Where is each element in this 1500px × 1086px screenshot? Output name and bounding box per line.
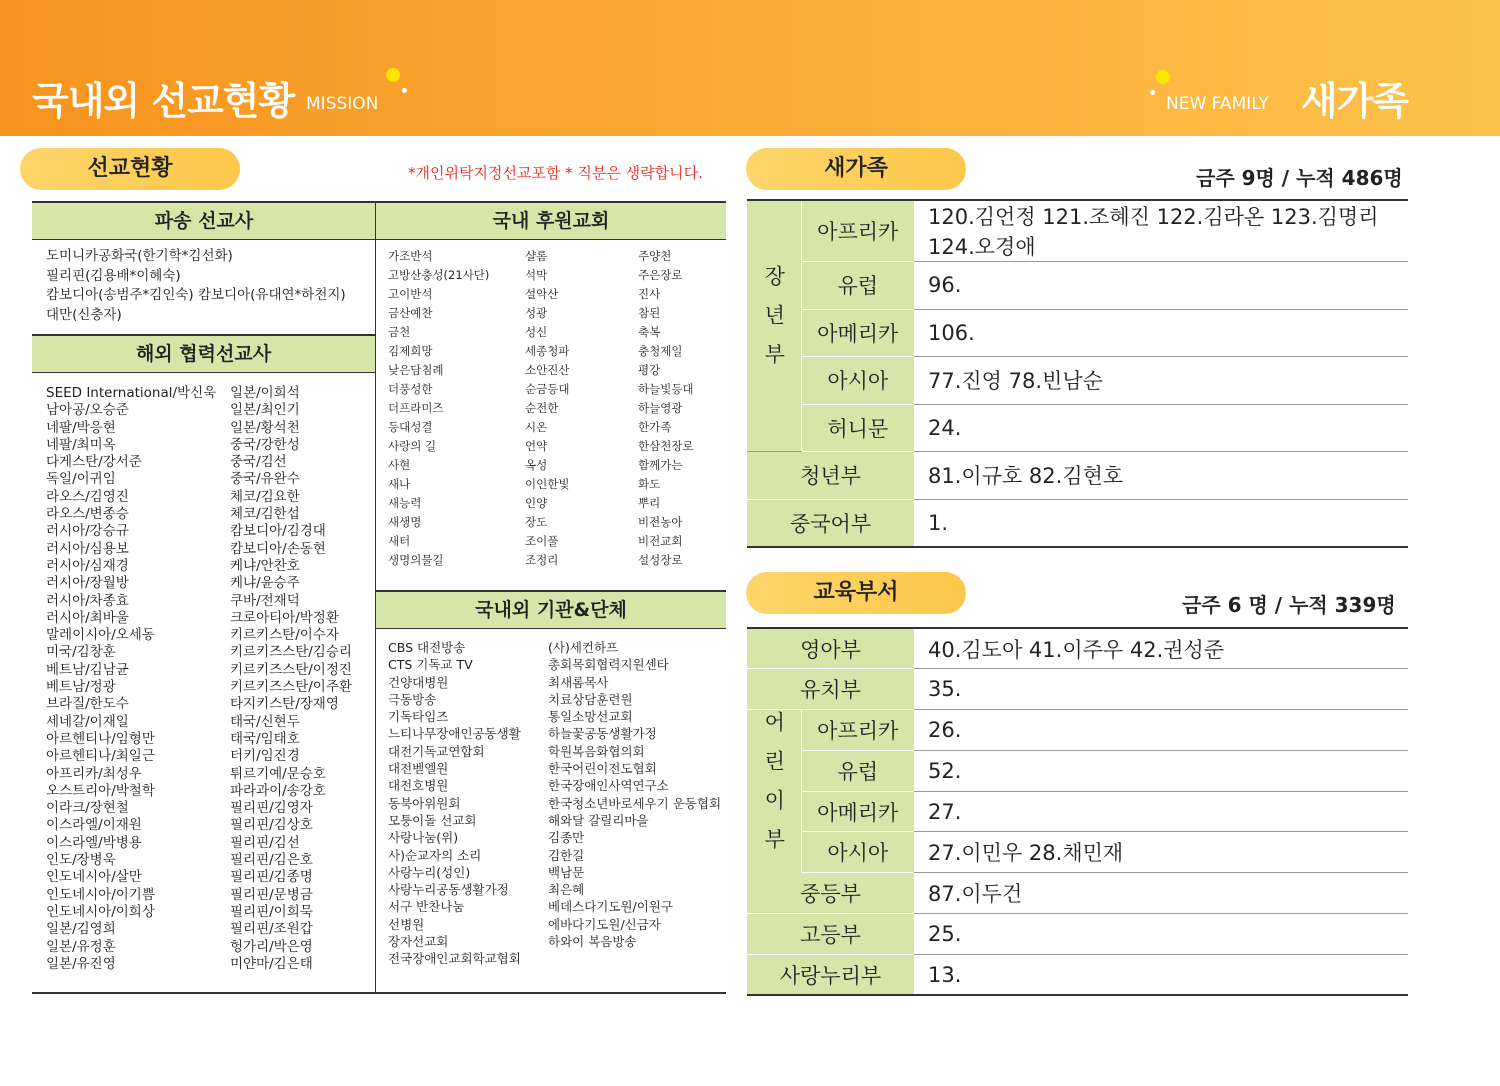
domestic-item: 설성장로 [638,553,683,567]
domestic-item: 화도 [638,477,661,491]
overseas-item: 필리핀/문병금 [230,886,313,903]
overseas-item: 러시아/심용보 [46,540,129,557]
domestic-item: 인양 [525,496,548,510]
dispatch-item: 캄보디아(송범주*김인숙) 캄보디아(유대연*하천지) [46,287,346,303]
category-cell: 아시아 [801,357,914,405]
overseas-item: 케냐/윤승주 [230,575,300,592]
domestic-item: 금산예찬 [388,306,433,320]
dispatch-list [46,247,346,325]
group-label-text: 어린이부 [761,710,786,867]
org-item: 전국장애인교회학교협회 [388,951,521,967]
category-cell: 유럽 [801,750,914,791]
org-item: 건양대병원 [388,674,449,690]
newfamily-title: 새가족 [1300,79,1408,123]
overseas-item: 중국/유완수 [230,471,300,488]
overseas-item: 키르키스탄/이수자 [230,627,339,644]
domestic-item: 비전교회 [638,534,683,548]
category-cell: 사랑누리부 [747,954,914,995]
group-label-adult [747,200,801,452]
domestic-item: 샬롬 [525,249,548,263]
names-cell: 81.이규호 82.김현호 [914,452,1408,500]
category-cell: 청년부 [747,452,914,500]
overseas-item: 중국/강한성 [230,436,300,453]
org-item: 김종만 [548,830,585,846]
decor-dot-icon [386,68,400,82]
overseas-item: 필리핀/김선 [230,834,300,851]
domestic-item: 생명의물길 [388,553,444,567]
domestic-item: 더프라미즈 [388,401,444,415]
overseas-item: 다게스탄/강서준 [46,454,142,471]
dispatch-item: 필리핀(김용배*이혜숙) [46,267,181,284]
category-cell: 아메리카 [801,791,914,832]
overseas-item: SEED International/박신욱 [46,385,217,401]
group-label-children [747,710,801,873]
overseas-item: 터키/임진경 [230,748,300,765]
org-list-col1 [388,639,521,968]
education-table [747,627,1408,996]
category-cell: 아시아 [801,832,914,873]
names-cell: 120.김언정 121.조혜진 122.김라온 123.김명리 124.오경애 [914,200,1408,262]
category-cell: 유치부 [747,669,914,710]
domestic-item: 새생명 [388,515,422,529]
domestic-item: 조이풀 [525,534,559,548]
overseas-item: 쿠바/전재덕 [230,592,300,609]
overseas-item: 러시아/강승규 [46,523,129,540]
org-item: 느티나무장애인공동생활 [388,726,521,742]
org-item: 총회목회협력지원센타 [548,657,669,673]
domestic-item: 낮은담침례 [388,363,444,377]
decor-dot-icon [402,88,407,93]
overseas-item: 아르헨티나/임형만 [46,730,155,747]
overseas-item: 일본/이희석 [230,385,300,401]
overseas-item: 체코/김요한 [230,488,300,505]
education-pill: 교육부서 [746,572,966,614]
overseas-item: 아르헨티나/최일근 [46,748,155,765]
names-cell: 52. [914,750,1408,791]
org-item: 사)순교자의 소리 [388,847,482,863]
domestic-item: 성신 [525,325,548,339]
category-cell: 영아부 [747,628,914,669]
names-cell: 1. [914,499,1408,547]
domestic-item: 순전한 [525,401,559,415]
mission-title: 국내외 선교현황 [32,79,295,123]
overseas-item: 필리핀/김종명 [230,869,313,886]
domestic-list-col2 [525,247,569,570]
newfamily-count: 금주 9명 / 누적 486명 [1196,166,1403,190]
mission-subtitle: MISSION [306,94,379,114]
overseas-item: 일본/김영희 [46,921,116,938]
domestic-item: 비전농아 [638,515,683,529]
org-item: 사랑나눔(위) [388,830,459,846]
overseas-item: 타지키스탄/장재영 [230,696,339,713]
overseas-header: 해외 협력선교사 [32,334,375,373]
domestic-item: 참된 [638,306,661,320]
education-count: 금주 6 명 / 누적 339명 [1182,593,1396,617]
dispatch-header: 파송 선교사 [32,201,376,240]
overseas-item: 미얀마/김은태 [230,955,313,972]
domestic-item: 성광 [525,306,548,320]
overseas-item: 러시아/최바울 [46,609,129,626]
domestic-item: 옥성 [525,458,548,472]
overseas-item: 브라질/한도수 [46,696,129,713]
domestic-item: 충청제일 [638,344,683,358]
domestic-item: 뿌리 [638,496,661,510]
newfamily-subtitle: NEW FAMILY [1166,94,1269,114]
domestic-item: 순금등대 [525,382,570,396]
org-item: 하늘꽃공동생활가정 [548,726,657,742]
names-cell: 26. [914,710,1408,751]
domestic-item: 장도 [525,515,548,529]
overseas-list-col2 [230,385,352,973]
overseas-item: 케냐/안찬호 [230,557,300,574]
org-item: 장자선교회 [388,934,449,950]
dispatch-item: 대만(신충자) [46,306,122,323]
org-item: 한국장애인사역연구소 [548,778,669,794]
category-cell: 아메리카 [801,309,914,357]
overseas-item: 이라크/장현철 [46,800,129,817]
overseas-item: 이스라엘/박병용 [46,834,142,851]
org-item: 학원복음화협의회 [548,743,645,759]
org-item: 김한길 [548,847,585,863]
overseas-item: 인도/장병욱 [46,852,116,869]
overseas-item: 캄보디아/손동현 [230,540,326,557]
org-item: 해와달 갈릴리마을 [548,812,649,828]
domestic-item: 주은장로 [638,268,683,282]
overseas-item: 베트남/김남균 [46,661,129,678]
org-item: 한국청소년바로세우기 운동협회 [548,795,722,811]
domestic-item: 고방산충성(21사단) [388,268,490,282]
org-item: 최새롬목사 [548,674,609,690]
names-cell: 25. [914,914,1408,955]
overseas-list-col1 [46,385,216,973]
overseas-item: 러시아/심재경 [46,557,129,574]
domestic-item: 하늘영광 [638,401,683,415]
domestic-item: 주양천 [638,249,672,263]
overseas-item: 인도네시아/이희상 [46,903,155,920]
domestic-item: 하늘빛등대 [638,382,694,396]
overseas-item: 베트남/정광 [46,679,116,696]
names-cell: 24. [914,404,1408,452]
overseas-item: 일본/최인기 [230,402,300,419]
domestic-item: 새터 [388,534,411,548]
overseas-item: 네팔/박응현 [46,419,116,436]
org-item: 최은혜 [548,882,585,898]
dispatch-item: 도미니카공화국(한기학*김선화) [46,248,233,264]
overseas-item: 필리핀/김영자 [230,800,313,817]
org-item: CTS 기독교 TV [388,657,473,673]
overseas-item: 말레이시아/오세동 [46,627,155,644]
domestic-item: 김제희망 [388,344,433,358]
domestic-item: 새능력 [388,496,422,510]
names-cell: 96. [914,262,1408,310]
org-item: 사랑누리공동생활가정 [388,882,509,898]
org-item: 하와이 복음방송 [548,934,637,950]
domestic-item: 사랑의 길 [388,439,437,453]
overseas-item: 태국/임태호 [230,730,300,747]
decor-dot-icon [1150,90,1155,95]
domestic-item: 금천 [388,325,411,339]
names-cell: 77.진영 78.빈남순 [914,357,1408,405]
category-cell: 중국어부 [747,499,914,547]
overseas-item: 인도네시아/살만 [46,869,142,886]
overseas-item: 헝가리/박은영 [230,938,313,955]
domestic-item: 소안진산 [525,363,570,377]
overseas-item: 라오스/변종승 [46,506,129,523]
header-banner [0,0,1500,136]
org-item: 서구 반찬나눔 [388,899,465,915]
overseas-item: 필리핀/김상호 [230,817,313,834]
domestic-item: 사현 [388,458,411,472]
names-cell: 35. [914,669,1408,710]
overseas-item: 인도네시아/이기쁨 [46,886,155,903]
overseas-item: 미국/김창훈 [46,644,116,661]
names-cell: 27.이민우 28.채민재 [914,832,1408,873]
domestic-item: 조정리 [525,553,559,567]
overseas-item: 남아공/오승준 [46,402,129,419]
overseas-item: 캄보디아/김경대 [230,523,326,540]
domestic-item: 고이반석 [388,287,433,301]
org-item: 기독타임즈 [388,709,449,725]
overseas-item: 일본/유정훈 [46,938,116,955]
overseas-item: 필리핀/김은호 [230,852,313,869]
category-cell: 중등부 [747,873,914,914]
overseas-item: 튀르기예/문승호 [230,765,326,782]
org-item: 모퉁이돌 선교회 [388,812,477,828]
domestic-item: 진사 [638,287,661,301]
overseas-item: 러시아/차종효 [46,592,129,609]
org-item: 치료상담훈련원 [548,691,633,707]
domestic-item: 축복 [638,325,661,339]
names-cell: 13. [914,954,1408,995]
org-item: 한국어린이전도협회 [548,761,657,777]
category-cell: 아프리카 [801,200,914,262]
domestic-item: 가조반석 [388,249,433,263]
org-list-col2 [548,639,721,950]
overseas-item: 키르키즈스탄/김승리 [230,644,352,661]
domestic-item: 세종청파 [525,344,570,358]
overseas-item: 일본/유진영 [46,955,116,972]
category-cell: 허니문 [801,404,914,452]
group-label-text: 장년부 [761,265,786,382]
names-cell: 27. [914,791,1408,832]
overseas-item: 필리핀/이희묵 [230,903,313,920]
domestic-item: 평강 [638,363,661,377]
domestic-item: 등대성결 [388,420,433,434]
domestic-item: 설악산 [525,287,559,301]
org-item: 대전벧엘원 [388,761,449,777]
org-item: 통일소망선교회 [548,709,633,725]
org-item: 백남문 [548,864,585,880]
org-item: 베데스다기도원/이원구 [548,899,673,915]
overseas-item: 세네갈/이재일 [46,713,129,730]
org-item: 극동방송 [388,691,437,707]
overseas-item: 일본/황석천 [230,419,300,436]
domestic-item: 이인한빛 [525,477,570,491]
domestic-item: 시온 [525,420,548,434]
mission-pill: 선교현황 [20,148,240,190]
domestic-item: 한가족 [638,420,672,434]
names-cell: 106. [914,309,1408,357]
org-item: CBS 대전방송 [388,640,466,655]
overseas-item: 키르키즈스탄/이정진 [230,661,352,678]
bottom-rule [32,992,726,994]
overseas-item: 태국/신현두 [230,713,300,730]
newfamily-pill: 새가족 [746,148,966,190]
org-item: 선병원 [388,916,425,932]
domestic-item: 언약 [525,439,548,453]
names-cell: 40.김도아 41.이주우 42.권성준 [914,628,1408,669]
names-cell: 87.이두건 [914,873,1408,914]
overseas-item: 이스라엘/이재원 [46,817,142,834]
mission-note: *개인위탁지정선교포함 * 직분은 생략합니다. [408,164,703,182]
overseas-item: 독일/이귀임 [46,471,116,488]
domestic-list-col3 [638,247,694,570]
overseas-item: 크로아티아/박정환 [230,609,339,626]
overseas-item: 필리핀/조원갑 [230,921,313,938]
org-item: (사)세컨하프 [548,640,619,655]
domestic-header: 국내 후원교회 [376,201,726,240]
domestic-item: 한삼천장로 [638,439,694,453]
domestic-item: 함께가는 [638,458,683,472]
overseas-item: 네팔/최미옥 [46,436,116,453]
domestic-item: 더풍성한 [388,382,433,396]
category-cell: 유럽 [801,262,914,310]
category-cell: 아프리카 [801,710,914,751]
overseas-item: 체코/김한섭 [230,506,300,523]
overseas-item: 중국/김선 [230,454,287,471]
domestic-item: 석막 [525,268,548,282]
org-item: 에바다기도원/신금자 [548,916,661,932]
overseas-item: 파라과이/송강호 [230,782,326,799]
overseas-item: 오스트리아/박철학 [46,782,155,799]
org-item: 동북아위원회 [388,795,461,811]
domestic-list-col1 [388,247,489,570]
category-cell: 고등부 [747,914,914,955]
overseas-item: 러시아/장월방 [46,575,129,592]
decor-dot-icon [1156,70,1170,84]
org-header: 국내외 기관&단체 [376,590,726,629]
overseas-item: 아프리카/최성우 [46,765,142,782]
overseas-item: 라오스/김영진 [46,488,129,505]
newfamily-table [747,199,1408,548]
domestic-item: 새나 [388,477,411,491]
overseas-item: 키르키즈스탄/이주환 [230,679,352,696]
org-item: 대전호병원 [388,778,449,794]
org-item: 대전기독교연합회 [388,743,485,759]
org-item: 사랑누리(성인) [388,864,471,880]
